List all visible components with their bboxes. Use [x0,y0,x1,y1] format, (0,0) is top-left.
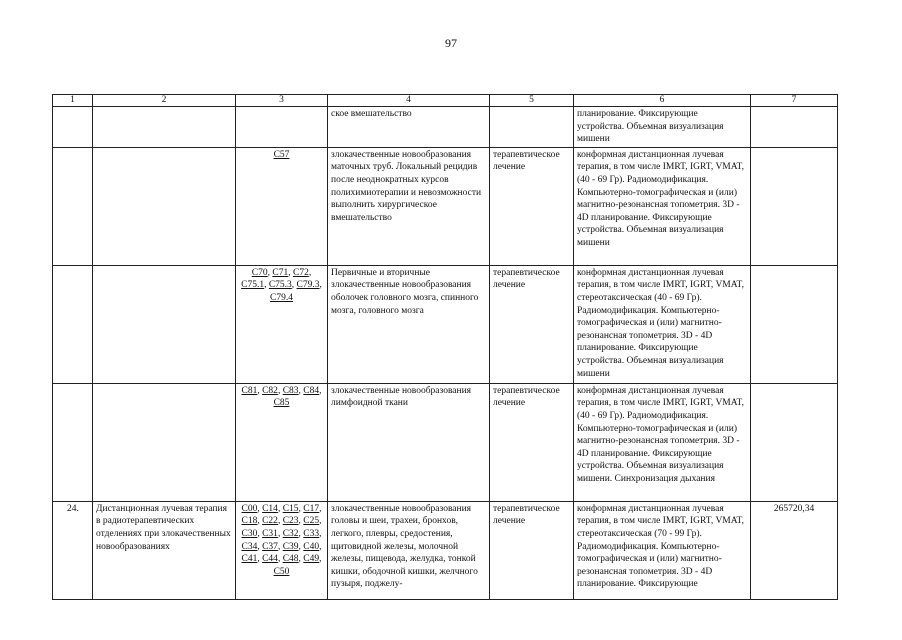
icd-code: C25 [303,516,320,527]
icd-code: C79.4 [270,292,293,303]
icd-code: C81 [241,385,258,396]
price-cell [751,501,838,599]
icd-code: C75.1 [241,280,265,291]
icd-codes-cell: C81, C82, C83, C84, C85 [236,383,328,501]
diagnosis-cell [328,383,490,501]
method-text: конформная дистанционная лучевая терапия, в том числе IMRT, IGRT, VMAT, стереотаксическая (40 - 69 Гр). Радиомодификация. Компьютерно-томографическая и (или) магнитно-резонансная топометрия. 3D - 4D планирование. Фиксирующие устройства. Объемная визуализация мишени [577,267,745,379]
column-header: 5 [490,95,574,107]
icd-code: C37 [262,541,278,552]
icd-codes-cell: C70, C71, C72, C75.1, C75.3, C79.3, C79.4 [236,265,328,383]
row-number-text: 24. [67,503,79,514]
price-cell [751,147,838,265]
row-number-cell [53,265,93,383]
diagnosis-text: злокачественные новообразования маточных труб. Локальный рецидив после неоднократных курсов полихимиотерапии и невозможности выполнить хирургическое вмешательство [331,149,482,223]
page-number: 97 [445,36,457,50]
icd-code: C39 [282,541,299,552]
diagnosis-text: злокачественные новообразования головы и шеи, трахеи, бронхов, легкого, плевры, средостения, щитовидной железы, молочной железы, пищевода, желудка, тонкой кишки, ободочной кишки, желчного пузыря, поджелу- [331,503,478,590]
icd-code: C15 [282,503,299,514]
table-row [53,383,838,501]
treatment-type-cell [490,107,574,148]
diagnosis-text: злокачественные новообразования лимфоидной ткани [331,385,472,409]
service-name-cell [93,383,236,501]
column-header: 3 [236,95,328,107]
icd-code: C23 [282,516,299,527]
icd-code: C14 [262,503,278,514]
icd-code: C31 [262,528,278,539]
table-row [53,147,838,265]
row-number-cell [53,107,93,148]
diagnosis-text: Первичные и вторичные злокачественные новообразования оболочек головного мозга, спинного мозга, головного мозга [331,267,479,316]
treatment-type-text: терапевтическое лечение [493,385,560,409]
diagnosis-cell [328,147,490,265]
column-header: 7 [751,95,838,107]
icd-code: C75.3 [268,280,292,291]
service-name-cell [93,501,236,599]
diagnosis-cell [328,501,490,599]
icd-codes-cell [236,107,328,148]
icd-code: C57 [273,149,290,160]
icd-code: C33 [303,528,320,539]
treatment-type-cell [490,383,574,501]
service-name-text: Дистанционная лучевая терапия в радиотерапевтических отделениях при злокачественных новообразованиях [96,503,231,552]
icd-code: C48 [282,554,299,565]
treatment-type-cell [490,501,574,599]
services-table [52,94,838,600]
column-header: 2 [93,95,236,107]
price-text: 265720,34 [773,503,815,514]
diagnosis-text: ское вмешательство [331,109,412,119]
treatment-type-text: терапевтическое лечение [493,149,560,173]
method-text: конформная дистанционная лучевая терапия, в том числе IMRT, IGRT, VMAT, (40 - 69 Гр). Радиомодификация. Компьютерно-томографическая и (или) магнитно-резонансная топометрия. 3D - 4D планирование. Фиксирующие устройства. Объемная визуализация мишени [577,149,745,248]
method-cell [574,107,751,148]
method-cell [574,265,751,383]
service-name-cell [93,107,236,148]
table-row [53,107,838,148]
icd-code: C49 [303,554,320,565]
icd-code: C85 [273,398,290,409]
method-cell [574,383,751,501]
treatment-type-text: терапевтическое лечение [493,503,560,527]
price-cell [751,383,838,501]
icd-code: C32 [282,528,299,539]
row-number-cell [53,501,93,599]
icd-code: C18 [241,516,258,527]
service-name-cell [93,147,236,265]
icd-code: C44 [262,554,278,565]
column-header: 4 [328,95,490,107]
diagnosis-cell [328,265,490,383]
icd-code: C22 [262,516,278,527]
icd-code: C40 [303,541,320,552]
method-cell [574,147,751,265]
icd-codes-cell: C00, C14, C15, C17, C18, C22, C23, C25, C30, C31, C32, C33, C34, C37, C39, C40, C41, C44, C48, C49, C50 [236,501,328,599]
icd-code: C00 [241,503,258,514]
column-header: 6 [574,95,751,107]
price-cell [751,107,838,148]
icd-code: C82 [262,385,278,396]
icd-code: C79.3 [296,280,320,291]
table-row [53,265,838,383]
diagnosis-cell [328,107,490,148]
treatment-type-text: терапевтическое лечение [493,267,560,291]
icd-code: C30 [241,528,258,539]
method-text: планирование. Фиксирующие устройства. Объемная визуализация мишени [577,109,724,145]
table-row [53,501,838,599]
icd-code: C71 [272,267,289,278]
icd-code: C70 [251,267,268,278]
icd-code: C84 [303,385,320,396]
icd-code: C41 [241,554,258,565]
service-name-cell [93,265,236,383]
icd-code: C50 [273,566,290,577]
row-number-cell [53,147,93,265]
icd-code: C83 [282,385,299,396]
row-number-cell [53,383,93,501]
method-cell [574,501,751,599]
method-text: конформная дистанционная лучевая терапия, в том числе IMRT, IGRT, VMAT, стереотаксическая (70 - 99 Гр). Радиомодификация. Компьютерно-томографическая и (или) магнитно-резонансная топометрия. 3D - 4D планирование. Фиксирующие [577,503,745,590]
treatment-type-cell [490,147,574,265]
column-header: 1 [53,95,93,107]
header-row [53,95,838,107]
icd-code: C72 [292,267,309,278]
treatment-type-cell [490,265,574,383]
method-text: конформная дистанционная лучевая терапия, в том числе IMRT, IGRT, VMAT, (40 - 69 Гр). Радиомодификация. Компьютерно-томографическая и (или) магнитно-резонансная топометрия. 3D - 4D планирование. Фиксирующие устройства. Объемная визуализация мишени. Синхронизация дыхания [577,385,745,484]
icd-codes-cell [236,147,328,265]
table-body [53,95,838,600]
price-cell [751,265,838,383]
icd-code: C34 [241,541,258,552]
icd-code: C17 [303,503,320,514]
